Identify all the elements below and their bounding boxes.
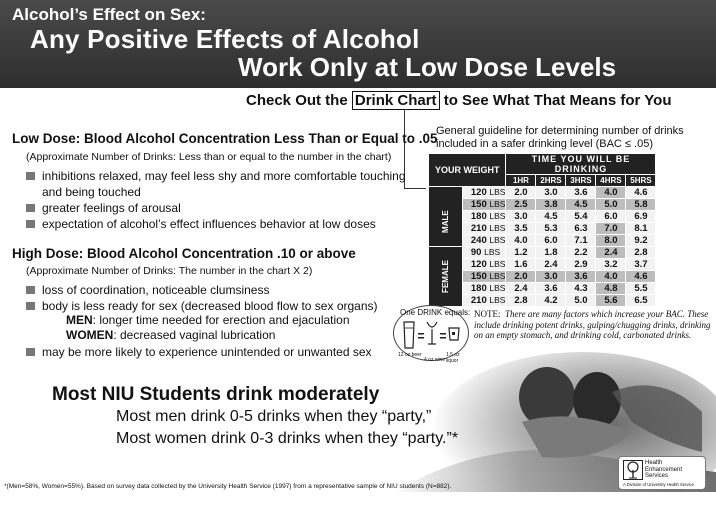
drink-count-cell: 5.5 xyxy=(626,283,656,295)
drink-count-cell: 5.0 xyxy=(566,295,596,307)
low-dose-bullet: inhibitions relaxed, may feel less shy and more comfortable touching xyxy=(26,168,406,184)
drink-count-cell: 4.5 xyxy=(566,199,596,211)
table-row xyxy=(429,235,656,247)
guideline-line-2: included in a safer drinking level (BAC ≤ .05) xyxy=(436,138,653,150)
hour-header: 1HR xyxy=(506,175,536,187)
drink-count-cell: 5.0 xyxy=(596,199,626,211)
note-text: There are many factors which increase your BAC. These include drinking potent drinks, gulping/chugging drinks, drinking on an empty stomach, and drinking cold, carbonated drinks. xyxy=(474,309,711,340)
high-dose-bullet: body is less ready for sex (decreased blood flow to sex organs) xyxy=(26,298,378,314)
drink-count-cell: 3.0 xyxy=(506,211,536,223)
drink-count-cell: 4.0 xyxy=(596,271,626,283)
drink-count-cell: 3.5 xyxy=(506,223,536,235)
drink-count-cell: 8.1 xyxy=(626,223,656,235)
weight-value: 210 xyxy=(470,295,487,306)
hour-header: 5HRS xyxy=(626,175,656,187)
drink-count-cell: 2.5 xyxy=(506,199,536,211)
banner-headline-2: Work Only at Low Dose Levels xyxy=(238,52,617,82)
high-dose-list xyxy=(26,282,378,314)
hour-header: 2HRS xyxy=(536,175,566,187)
drink-count-cell: 5.4 xyxy=(566,211,596,223)
weight-cell xyxy=(462,295,506,307)
drink-count-cell: 2.8 xyxy=(626,247,656,259)
most-students-title: Most NIU Students drink moderately xyxy=(52,384,380,405)
drink-count-cell: 8.0 xyxy=(596,235,626,247)
drink-count-cell: 1.2 xyxy=(506,247,536,259)
women-effect xyxy=(66,328,275,342)
drink-chart-label: Drink Chart xyxy=(352,91,440,110)
weight-value: 150 xyxy=(470,271,487,282)
lbs-unit: LBS xyxy=(489,271,506,281)
low-dose-bullet: greater feelings of arousal xyxy=(26,200,406,216)
logo-division: A Division of University Health Service xyxy=(623,482,694,487)
drink-count-cell: 4.0 xyxy=(596,187,626,199)
weight-cell xyxy=(462,223,506,235)
drink-count-cell: 3.6 xyxy=(566,187,596,199)
health-enhancement-logo xyxy=(618,456,706,490)
logo-line-1: Health xyxy=(645,460,663,466)
low-dose-title: Low Dose: Blood Alcohol Concentration Less Than or Equal to .05 xyxy=(12,131,438,146)
lbs-unit: LBS xyxy=(484,247,501,257)
beer-label: 12 oz beer xyxy=(398,352,422,358)
logo-line-2: Enhancement xyxy=(645,466,683,473)
weight-cell xyxy=(462,271,506,283)
lbs-unit: LBS xyxy=(489,295,506,305)
note-label: NOTE: xyxy=(474,309,501,319)
drink-count-cell: 6.5 xyxy=(626,295,656,307)
table-row xyxy=(429,187,656,199)
drink-chart-table xyxy=(428,153,656,307)
low-dose-bullet-continued: and being touched xyxy=(42,185,141,199)
weight-cell xyxy=(462,199,506,211)
male-side-label xyxy=(429,187,463,247)
weight-value: 150 xyxy=(470,199,487,210)
check-out-chart-line xyxy=(246,92,672,109)
table-row xyxy=(429,283,656,295)
most-women-line: Most women drink 0-3 drinks when they “party.”* xyxy=(116,430,459,447)
survey-footnote: *(Men=58%, Women=55%). Based on survey data collected by the University Health Service (1997) from a representative sample of NIU students (N=882). xyxy=(4,483,452,490)
weight-value: 120 xyxy=(470,259,487,270)
time-header: TIME YOU WILL BE DRINKING xyxy=(506,154,656,175)
weight-header: YOUR WEIGHT xyxy=(429,154,506,187)
weight-cell xyxy=(462,211,506,223)
drink-count-cell: 3.6 xyxy=(566,271,596,283)
drink-count-cell: 5.6 xyxy=(596,295,626,307)
weight-cell xyxy=(462,247,506,259)
high-dose-title: High Dose: Blood Alcohol Concentration .10 or above xyxy=(12,246,356,261)
lbs-unit: LBS xyxy=(489,235,506,245)
female-label: FEMALE xyxy=(440,260,450,293)
drink-count-cell: 3.0 xyxy=(536,271,566,283)
drink-count-cell: 4.8 xyxy=(596,283,626,295)
weight-value: 120 xyxy=(470,187,487,198)
lbs-unit: LBS xyxy=(489,283,506,293)
women-effect-text: : decreased vaginal lubrication xyxy=(113,328,276,342)
table-row xyxy=(429,223,656,235)
high-dose-subtitle: (Approximate Number of Drinks: The number in the chart X 2) xyxy=(26,265,313,277)
weight-value: 180 xyxy=(470,211,487,222)
drink-count-cell: 6.9 xyxy=(626,211,656,223)
drink-count-cell: 2.9 xyxy=(566,259,596,271)
drink-count-cell: 3.2 xyxy=(596,259,626,271)
lbs-unit: LBS xyxy=(489,223,506,233)
most-men-line: Most men drink 0-5 drinks when they “party,” xyxy=(116,408,432,425)
chart-guideline xyxy=(436,125,716,151)
drink-count-cell: 2.0 xyxy=(506,271,536,283)
weight-value: 210 xyxy=(470,223,487,234)
weight-cell xyxy=(462,259,506,271)
low-dose-bullet: expectation of alcohol’s effect influences behavior at low doses xyxy=(26,216,406,232)
table-row xyxy=(429,271,656,283)
banner-kicker: Alcohol’s Effect on Sex: xyxy=(12,5,206,24)
guideline-line-1: General guideline for determining number of drinks xyxy=(436,125,684,137)
drink-count-cell: 4.6 xyxy=(626,271,656,283)
male-label: MALE xyxy=(440,210,450,233)
men-effect-text: : longer time needed for erection and ejaculation xyxy=(92,313,350,327)
logo-line-3: Services xyxy=(645,473,669,479)
drink-count-cell: 7.1 xyxy=(566,235,596,247)
table-row xyxy=(429,211,656,223)
lbs-unit: LBS xyxy=(489,199,506,209)
drink-count-cell: 7.0 xyxy=(596,223,626,235)
drink-count-cell: 1.8 xyxy=(536,247,566,259)
drink-count-cell: 2.4 xyxy=(536,259,566,271)
weight-cell xyxy=(462,187,506,199)
low-dose-list xyxy=(26,168,406,232)
weight-value: 180 xyxy=(470,283,487,294)
table-row xyxy=(429,259,656,271)
high-dose-bullet: may be more likely to experience unintended or unwanted sex xyxy=(26,344,372,360)
drink-count-cell: 2.2 xyxy=(566,247,596,259)
weight-value: 90 xyxy=(470,247,482,258)
hour-header: 4HRS xyxy=(596,175,626,187)
drink-count-cell: 3.6 xyxy=(536,283,566,295)
drink-count-cell: 5.3 xyxy=(536,223,566,235)
lbs-unit: LBS xyxy=(489,211,506,221)
weight-cell xyxy=(462,235,506,247)
low-dose-subtitle: (Approximate Number of Drinks: Less than or equal to the number in the chart) xyxy=(26,151,392,163)
weight-cell xyxy=(462,283,506,295)
wine-label: 4 oz wine xyxy=(424,357,446,363)
logo-name xyxy=(645,460,682,480)
table-row xyxy=(429,199,656,211)
checkout-pre: Check Out the xyxy=(246,92,352,109)
men-effect xyxy=(66,313,350,327)
lbs-unit: LBS xyxy=(489,187,506,197)
female-side-label xyxy=(429,247,463,307)
drink-count-cell: 3.0 xyxy=(536,187,566,199)
drink-count-cell: 3.8 xyxy=(536,199,566,211)
connector-line-horizontal xyxy=(404,188,426,189)
weight-value: 240 xyxy=(470,235,487,246)
drink-count-cell: 6.0 xyxy=(596,211,626,223)
high-dose-list-last xyxy=(26,344,372,360)
drink-count-cell: 4.6 xyxy=(626,187,656,199)
drink-count-cell: 2.0 xyxy=(506,187,536,199)
banner-headline-1: Any Positive Effects of Alcohol xyxy=(30,24,420,54)
drink-count-cell: 5.8 xyxy=(626,199,656,211)
drink-count-cell: 2.8 xyxy=(506,295,536,307)
drink-count-cell: 9.2 xyxy=(626,235,656,247)
drink-count-cell: 2.4 xyxy=(596,247,626,259)
title-banner xyxy=(0,0,716,88)
liquor-label: 1.5 oz liquor xyxy=(446,352,460,364)
drink-count-cell: 4.3 xyxy=(566,283,596,295)
drink-count-cell: 4.5 xyxy=(536,211,566,223)
drink-count-cell: 6.3 xyxy=(566,223,596,235)
hour-header: 3HRS xyxy=(566,175,596,187)
men-label: MEN xyxy=(66,313,93,327)
drink-count-cell: 4.2 xyxy=(536,295,566,307)
table-row xyxy=(429,295,656,307)
drink-count-cell: 4.0 xyxy=(506,235,536,247)
drink-count-cell: 3.7 xyxy=(626,259,656,271)
drink-count-cell: 2.4 xyxy=(506,283,536,295)
checkout-post: to See What That Means for You xyxy=(439,92,672,109)
women-label: WOMEN xyxy=(66,328,114,342)
lbs-unit: LBS xyxy=(489,259,506,269)
tree-logo-icon xyxy=(623,460,643,480)
bac-note xyxy=(474,309,714,341)
high-dose-bullet: loss of coordination, noticeable clumsiness xyxy=(26,282,378,298)
table-row xyxy=(429,247,656,259)
drink-count-cell: 6.0 xyxy=(536,235,566,247)
one-drink-title: One DRINK equals: xyxy=(400,308,471,317)
drink-count-cell: 1.6 xyxy=(506,259,536,271)
drink-glasses-icon xyxy=(400,318,464,352)
